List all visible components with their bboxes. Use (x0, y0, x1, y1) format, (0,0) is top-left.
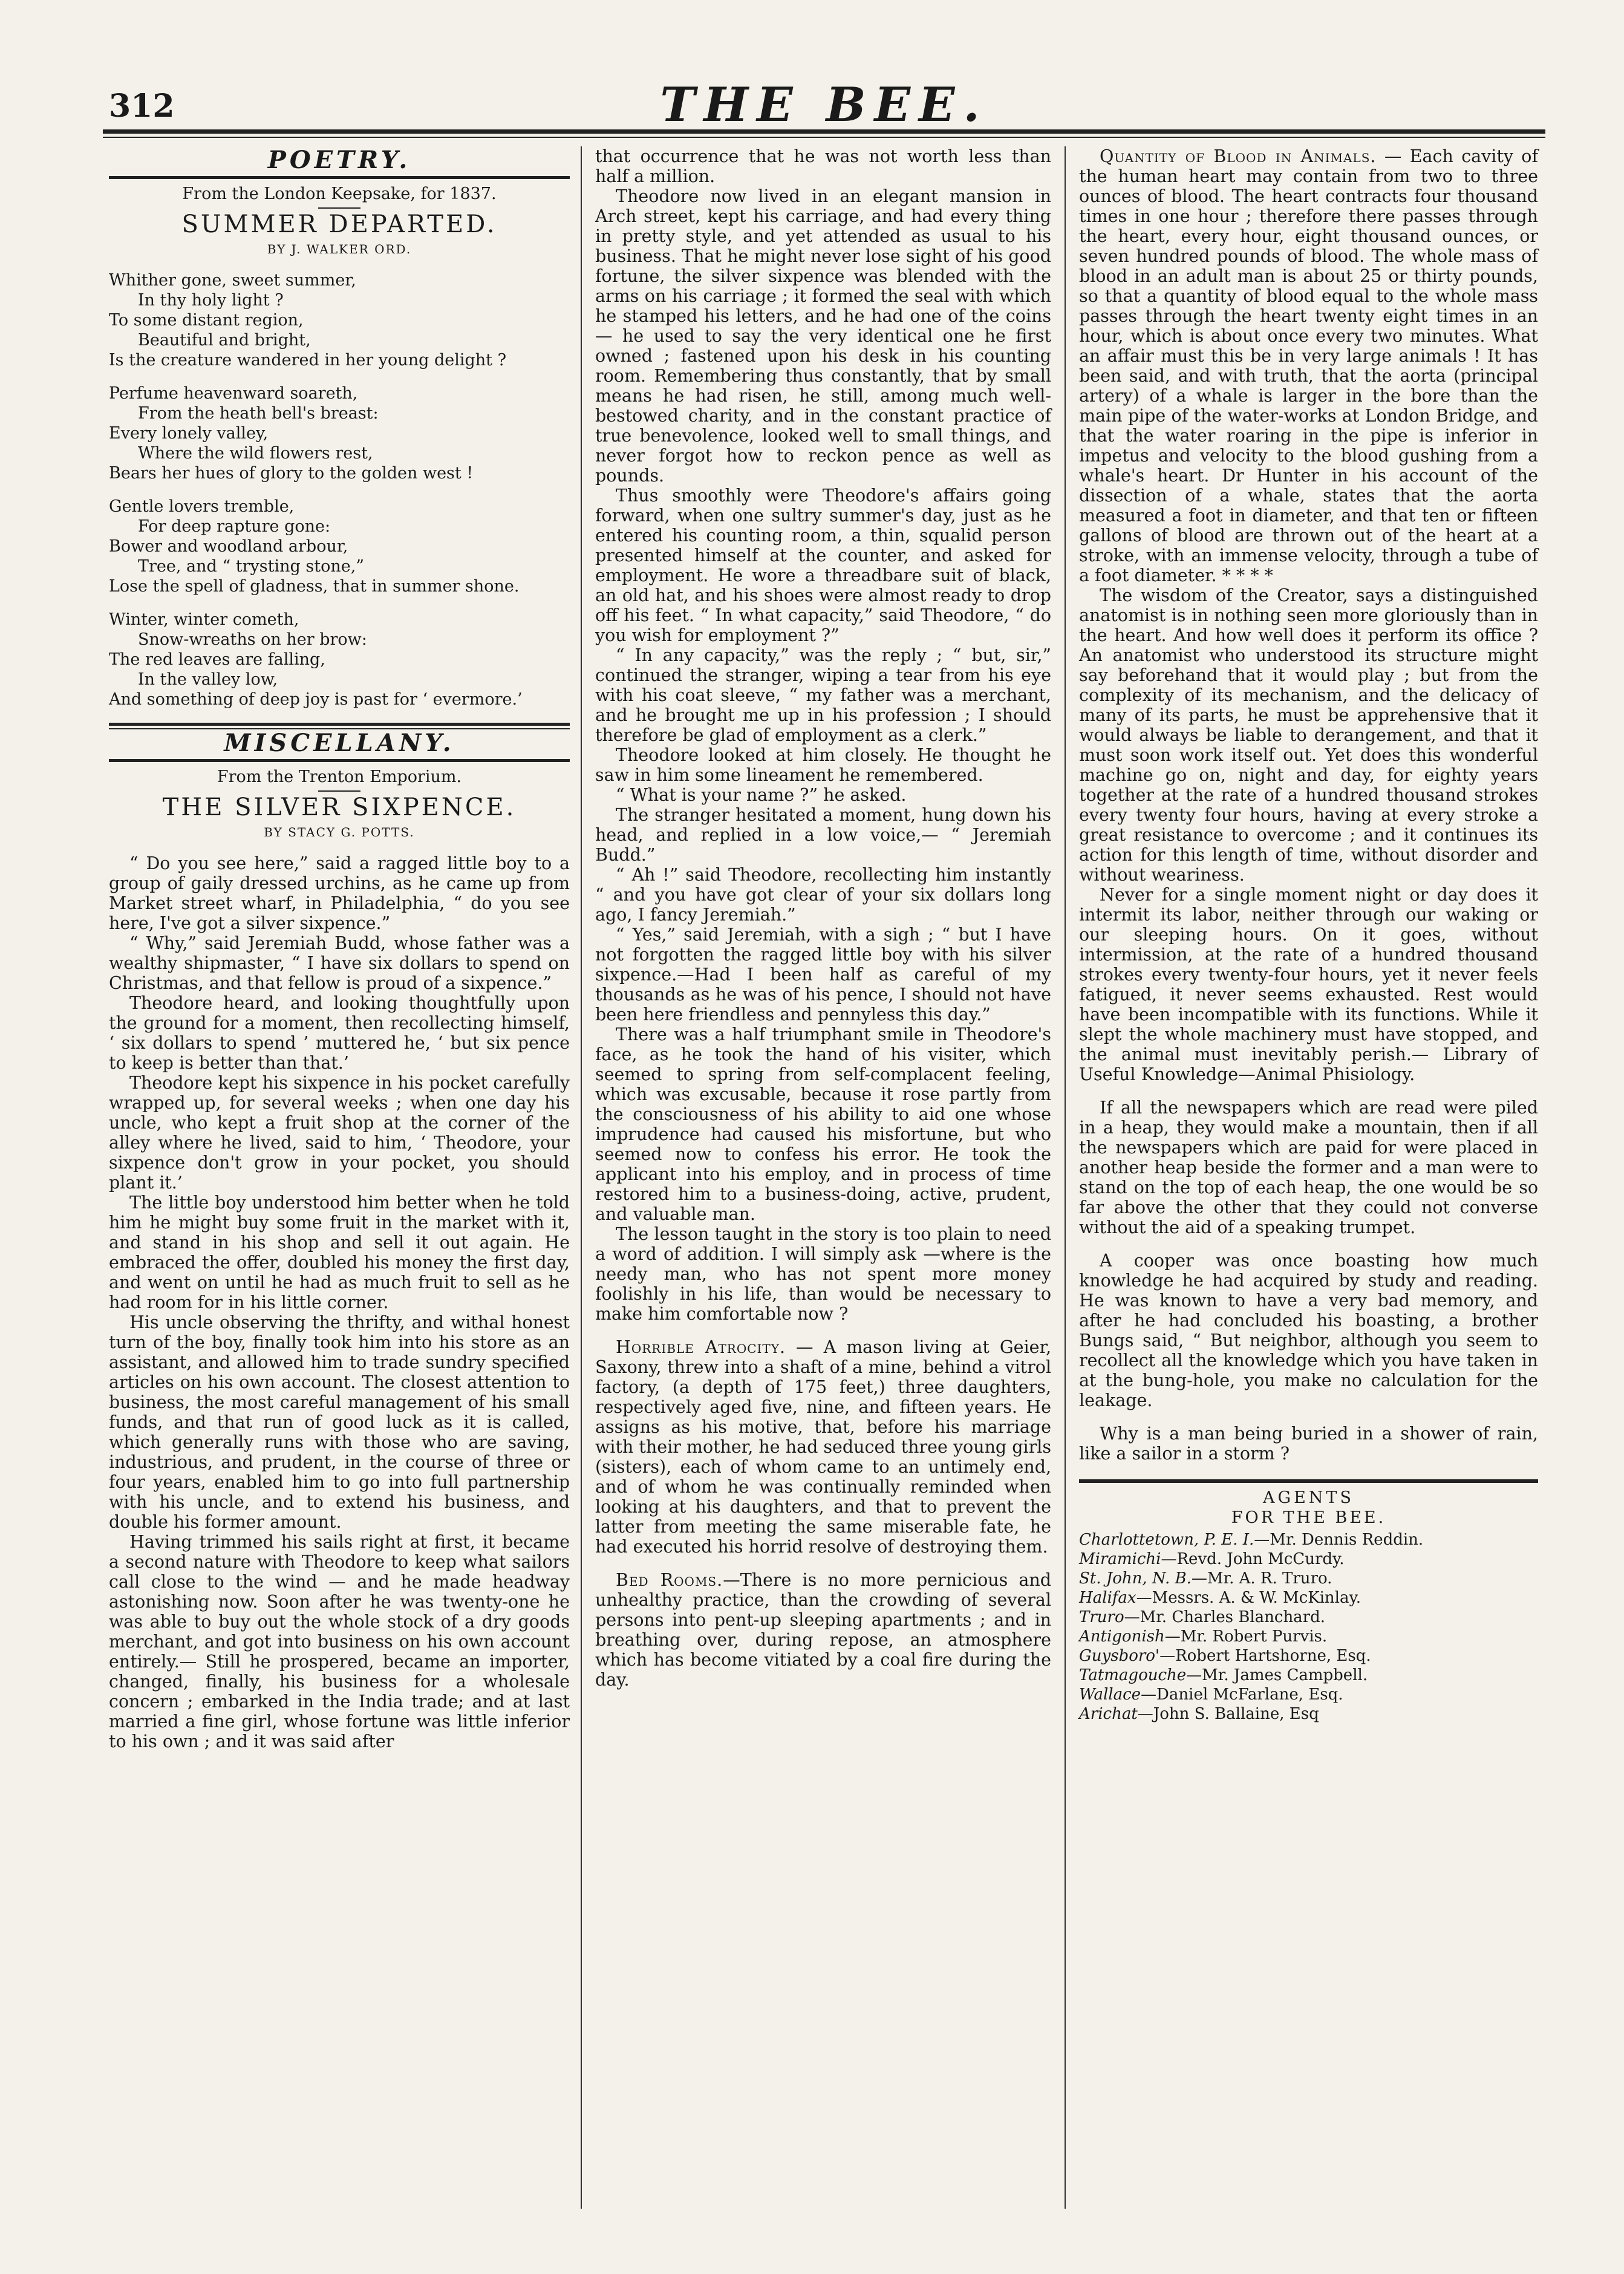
paragraph: Thus smoothly were Theodore's affairs going forward, when one sultry summer's day, just as he entered his counting room, a thin, squalid person presented himself at the counter, and asked for employment. He wore a threadbare suit of black, an old hat, and his shoes were almost ready to drop off his feet. “ In what capacity,” said Theodore, “ do you wish for employment ?” (595, 486, 1051, 645)
story-source: From the Trenton Emporium. (217, 767, 462, 786)
paragraph: “ What is your name ?” he asked. (616, 785, 907, 805)
stanza (109, 497, 570, 596)
agent-place: Charlottetown, P. E. I. (1079, 1531, 1254, 1549)
paragraph: Having trimmed his sails right at first, it became a second nature with Theodore to keep what sailors call close to the wind — and he made headway astonishing now. Soon after he was twenty-one he was able to buy out the whole stock of a dry goods merchant, and got into business on his own account entirely.— Still he prospered, became an importer, changed, finally, his business for a wholesale concern ; embarked in the India trade; and at last married a fine girl, whose fortune was little inferior to his own ; and it was said after (109, 1532, 570, 1751)
paragraph: Theodore heard, and looking thoughtfully upon the ground for a moment, then recollecting himself, ‘ six dollars to spend ’ muttered he, ‘ but six pence to keep is better than that.’ (109, 993, 570, 1073)
section-rule (109, 723, 570, 726)
poem-line: Snow-wreaths on her brow: (138, 630, 367, 649)
paragraph: If all the newspapers which are read were piled in a heap, they would make a mountain, then if all the newspapers which are paid for were placed in another heap beside the former and a man were to stand on the top of each heap, the one would be so far above the other that they could not converse without the aid of a speaking trumpet. (1079, 1098, 1538, 1237)
poem-line: Beautiful and bright, (138, 331, 311, 350)
agent-place: Wallace (1079, 1686, 1141, 1704)
horrible-atrocity-item (595, 1337, 1051, 1557)
agent-name: —Robert Hartshorne, Esq. (1159, 1647, 1371, 1665)
paragraph: A cooper was once boasting how much knowledge he had acquired by study and reading. He was known to have a very bad memory, and after he had concluded his boasting, a brother Bungs said, “ But neighbor, although you seem to recollect all the knowledge which you have taken in at the bung-hole, you make no calculation for the leakage. (1079, 1251, 1538, 1410)
item-text: — A mason living at Geier, Saxony, threw into a shaft of a mine, behind a vitrol factory, (a depth of 175 feet,) three daughters, respectively aged five, nine, and fifteen years. He assigns as his motive, that, before his marriage with their mother, he had seduced three young girls (sisters), each of whom came to an untimely end, and of whom he was continually reminded when looking at his daughters, and that to prevent the latter from meeting the same miserable fate, he had executed his horrid resolve of destroying them. (595, 1337, 1052, 1557)
agent-entry (1079, 1530, 1538, 1549)
cooper-item (1079, 1251, 1538, 1410)
agent-entry (1079, 1685, 1538, 1704)
blood-quantity-item (1079, 146, 1538, 1084)
poem-line: The red leaves are falling, (109, 650, 325, 669)
story-title: THE SILVER SIXPENCE. (162, 793, 517, 821)
paragraph: Theodore looked at him closely. He thought he saw in him some lineament he remembered. (595, 745, 1051, 785)
story-byline: BY STACY G. POTTS. (264, 825, 415, 839)
agent-place: Guysboro' (1079, 1647, 1160, 1665)
poem-line: In thy holy light ? (138, 291, 284, 310)
paragraph: Theodore kept his sixpence in his pocket carefully wrapped up, for several weeks ; when one day his uncle, who kept a fruit shop at the corner of the alley where he lived, said to him, ‘ Theodore, your sixpence don't grow in your pocket, you should plant it.’ (109, 1073, 570, 1193)
poem-line: Whither gone, sweet summer, (109, 271, 356, 290)
columns (103, 146, 1545, 2209)
stanza (109, 610, 570, 709)
item-lead: Quantity of Blood in Animals. (1100, 146, 1377, 166)
poem-line: Gentle lovers tremble, (109, 497, 295, 516)
agent-name: —Mr. Robert Purvis. (1164, 1627, 1328, 1646)
item-text: — Each cavity of the human heart may contain from two to three ounces of blood. The heart contracts four thousand times in one hour ; therefore there passes through the heart, every hour, eight thousand ounces, or seven hundred pounds of blood. The whole mass of blood in an adult man is about 25 or thirty pounds, so that a quantity of blood equal to the whole mass passes through the heart twenty eight times in an hour, which is about once every two minutes. What an affair must this be in very large animals ! It has been said, and with truth, that the aorta (principal artery) of a whale is larger in the bore than the main pipe of the water-works at London Bridge, and that the water roaring in the pipe is inferior in impetus and velocity to the blood gushing from a whale's heart. Dr Hunter in his account of the dissection of a whale, states that the aorta measured a foot in diameter, and that ten or fifteen gallons of blood are thrown out of the heart at a stroke, with an immense velocity, through a tube of a foot diameter. * * * * (1079, 146, 1538, 585)
agent-entry (1079, 1549, 1538, 1569)
poem-line: And something of deep joy is past for ‘ evermore.’ (109, 690, 523, 709)
agent-place: Truro (1079, 1608, 1124, 1626)
poem-line: Is the creature wandered in her young delight ? (109, 351, 507, 370)
agent-entry (1079, 1569, 1538, 1588)
agent-place: Halifax (1079, 1589, 1136, 1607)
paragraph: Theodore now lived in an elegant mansion in Arch street, kept his carriage, and had every thing in pretty style, and yet attended as usual to his business. That he might never lose sight of his good fortune, the silver sixpence was blended with the arms on his carriage ; it formed the seal with which he stamped his letters, and he had one of the coins— he used to say the very identical one he first owned ; fastened upon his desk in his counting room. Remembering thus constantly, that by small means he had risen, he still, among much well-bestowed charity, and in the constant practice of true benevolence, looked well to small things, and never forgot how to reckon pence as well as pounds. (595, 186, 1051, 486)
paragraph: “ Why,” said Jeremiah Budd, whose father was a wealthy shipmaster, “ I have six dollars to spend on Christmas, and that fellow is proud of a sixpence.” (109, 933, 570, 993)
riddle-item (1079, 1424, 1538, 1464)
poem-line: Where the wild flowers rest, (138, 444, 373, 463)
short-rule (318, 790, 360, 792)
agents-box (1079, 1488, 1538, 1724)
poem-line: Every lonely valley, (109, 424, 269, 443)
column-2 (581, 146, 1065, 2209)
item-lead: Horrible Atrocity. (616, 1337, 786, 1357)
masthead-rule-thin (103, 137, 1545, 138)
newspaper-page (103, 67, 1545, 2220)
poem-line: Perfume heavenward soareth, (109, 384, 358, 403)
bed-rooms-item (595, 1570, 1051, 1690)
poem-line: Tree, and “ trysting stone,” (138, 557, 365, 576)
paper-title: THE BEE. (660, 77, 988, 132)
agent-name: —Daniel McFarlane, Esq. (1141, 1686, 1343, 1704)
agents-title: AGENTS (1263, 1488, 1354, 1507)
paragraph: The wisdom of the Creator, says a distinguished anatomist is in nothing seen more gloriously than in the heart. And how well does it perform its office ? An anatomist who understood its structure might say beforehand that it would play ; but from the complexity of its mechanism, and the delicacy of many of its parts, he must be apprehensive that it would always be liable to derangement, and that it must soon work itself out. Yet does this wonderful machine go on, night and day, for eighty years together at the rate of a hundred thousand strokes every twenty four hours, having at every stroke a great resistance to overcome ; and it continues its action for this length of time, without disorder and without weariness. (1079, 585, 1538, 885)
poem-title: SUMMER DEPARTED. (181, 210, 497, 238)
paragraph: There was a half triumphant smile in Theodore's face, as he took the hand of his visiter, which seemed to spring from self-complacent feeling, which was excusable, because it rose partly from the consciousness of his ability to aid one whose imprudence had caused his misfortune, but who seemed now to confess his error. He took the applicant into his employ, and in process of time restored him to a business-doing, active, prudent, and valuable man. (595, 1025, 1051, 1224)
poem-line: Bower and woodland arbour, (109, 537, 348, 556)
poem-line: From the heath bell's breast: (138, 404, 379, 423)
paragraph: The lesson taught in the story is too plain to need a word of addition. I will simply ask —where is the needy man, who has not spent more money foolishly in his life, than would be necessary to make him comfortable now ? (595, 1224, 1051, 1324)
agent-name: —Revd. John McCurdy. (1161, 1550, 1345, 1568)
poetry-heading: POETRY. (267, 146, 411, 174)
paragraph: that occurrence that he was not worth less than half a million. (595, 146, 1051, 186)
agent-name: —Messrs. A. & W. McKinlay. (1136, 1589, 1361, 1607)
agent-entry (1079, 1608, 1538, 1627)
agent-entry (1079, 1588, 1538, 1608)
paragraph: Why is a man being buried in a shower of rain, like a sailor in a storm ? (1079, 1424, 1538, 1464)
agent-place: Miramichi (1079, 1550, 1161, 1568)
miscellany-heading: MISCELLANY. (224, 729, 455, 757)
agents-subtitle: FOR THE BEE. (1231, 1508, 1386, 1527)
story-text-col1 (109, 853, 570, 1751)
page-number: 312 (109, 88, 175, 125)
stanza (109, 383, 570, 483)
agent-place: Tatmagouche (1079, 1666, 1187, 1684)
agent-entry (1079, 1704, 1538, 1724)
poem-line: Bears her hues of glory to the golden west ! (109, 464, 474, 483)
agent-place: Arichat (1079, 1705, 1138, 1723)
agent-place: St. John, N. B. (1079, 1569, 1192, 1588)
paragraph: “ Ah !” said Theodore, recollecting him instantly “ and you have got clear of your six dollars long ago, I fancy Jeremiah.” (595, 865, 1051, 925)
agents-rule (1079, 1479, 1538, 1483)
agent-entry (1079, 1627, 1538, 1646)
column-3 (1065, 146, 1545, 2209)
poem-line: Winter, winter cometh, (109, 610, 299, 629)
story-text-col2 (595, 146, 1051, 1324)
agent-name: —John S. Ballaine, Esq (1137, 1705, 1319, 1723)
newspapers-item (1079, 1098, 1538, 1237)
short-rule (318, 207, 360, 209)
paragraph: The little boy understood him better when he told him he might buy some fruit in the market with it, and stand in his shop and sell it out again. He embraced the offer, doubled his money the first day, and went on until he had as much fruit to sell as he had room for in his little corner. (109, 1193, 570, 1312)
paragraph: The stranger hesitated a moment, hung down his head, and replied in a low voice,— “ Jeremiah Budd.” (595, 805, 1051, 865)
agent-name: —Mr. A. R. Truro. (1191, 1569, 1332, 1588)
agent-name: —Mr. Charles Blanchard. (1124, 1608, 1326, 1626)
item-text: —There is no more pernicious and unhealthy practice, than the crowding of several persons into pent-up sleeping apartments ; and in breathing over, during repose, an atmosphere which has become vitiated by a coal fire during the day. (595, 1570, 1051, 1690)
section-rule (109, 176, 570, 179)
poem-byline: BY J. WALKER ORD. (267, 242, 412, 256)
agent-name: —Mr. James Campbell. (1186, 1666, 1368, 1684)
paragraph: His uncle observing the thrifty, and withal honest turn of the boy, finally took him into his store as an assistant, and allowed him to trade sundry specified articles on his own account. The closest attention to business, the most careful management of his small funds, and that run of good luck as it is called, which generally runs with those who are saving, industrious, and prudent, in the course of three or four years, enabled him to go into full partnership with his uncle, and to extend his business, and double his former amount. (109, 1312, 570, 1532)
section-rule (109, 759, 570, 762)
poem-line: To some distant region, (109, 311, 304, 330)
poem (109, 270, 570, 709)
agent-place: Antigonish (1079, 1627, 1165, 1646)
poem-source: From the London Keepsake, for 1837. (182, 184, 497, 203)
paragraph: “ Do you see here,” said a ragged little boy to a group of gaily dressed urchins, as he came up from Market street wharf, in Philadelphia, “ do you see here, I've got a silver sixpence.” (109, 853, 570, 933)
agent-entry (1079, 1646, 1538, 1666)
paragraph: “ Yes,” said Jeremiah, with a sigh ; “ but I have not forgotten the ragged little boy with his silver sixpence.—Had I been half as careful of my thousands as he was of his pence, I should not have been here friendless and pennyless this day.” (595, 925, 1051, 1025)
item-lead: Bed Rooms. (616, 1570, 723, 1590)
poem-line: For deep rapture gone: (138, 517, 331, 536)
poem-line: Lose the spell of gladness, that in summer shone. (109, 577, 520, 596)
masthead (103, 67, 1545, 132)
paragraph: Never for a single moment night or day does it intermit its labor, neither through our waking or our sleeping hours. On it goes, without intermission, at the rate of a hundred thousand strokes every twenty-four hours, yet it never feels fatigued, it never seems exhausted. Rest would have been incompatible with its functions. While it slept the whole machinery must have stopped, and the animal must inevitably perish.— Library of Useful Knowledge—Animal Phisiology. (1079, 885, 1538, 1084)
paragraph: “ In any capacity,” was the reply ; “ but, sir,” continued the stranger, wiping a tear from his eye with his coat sleeve, “ my father was a merchant, and he brought me up in his profession ; I should therefore be glad of employment as a clerk.” (595, 645, 1051, 745)
agent-name: —Mr. Dennis Reddin. (1254, 1531, 1424, 1549)
poem-line: In the valley low, (138, 670, 278, 689)
stanza (109, 270, 570, 370)
agent-entry (1079, 1666, 1538, 1685)
column-1 (103, 146, 581, 2209)
